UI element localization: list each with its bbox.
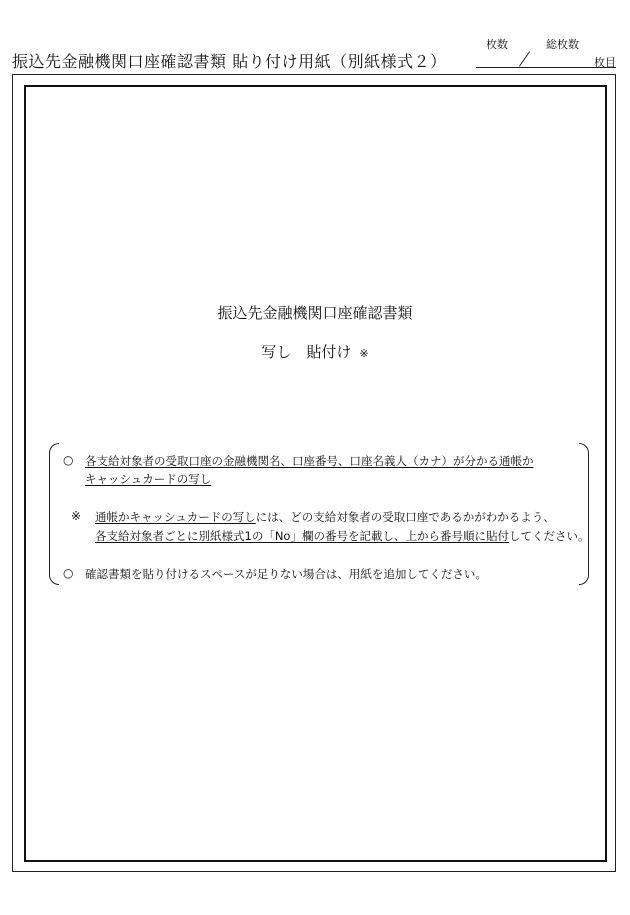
slash-divider bbox=[519, 51, 530, 66]
note-item-3: 確認書類を貼り付けるスペースが足りない場合は、用紙を追加してください。 bbox=[85, 567, 487, 581]
note-item-2-line-2: 各支給対象者ごとに別紙様式1の「No」欄の番号を記載し、上から番号順に貼付してください。 bbox=[95, 529, 590, 543]
sheet-number-label: 枚数 bbox=[486, 38, 508, 51]
paste-area-heading: 振込先金融機関口座確認書類 bbox=[217, 304, 413, 322]
note-mark-icon: ※ bbox=[71, 509, 82, 523]
sheet-count-underline bbox=[476, 67, 616, 68]
bullet-icon: ○ bbox=[63, 566, 74, 580]
paste-area-subheading bbox=[0, 341, 630, 362]
sheet-count-field bbox=[476, 36, 616, 72]
note-item-2-line-1: 通帳かキャッシュカードの写しには、どの支給対象者の受取口座であるかがわかるよう、 bbox=[95, 510, 555, 524]
note-reference-mark: ※ bbox=[359, 347, 369, 360]
right-bracket bbox=[579, 443, 589, 585]
left-bracket bbox=[49, 443, 59, 585]
subheading-text: 写し 貼付け bbox=[261, 343, 352, 361]
document-title: 振込先金融機関口座確認書類 貼り付け用紙（別紙様式２） bbox=[12, 52, 447, 71]
total-sheets-label: 総枚数 bbox=[546, 38, 579, 51]
instructions-box bbox=[49, 443, 589, 585]
note-item-1-line-1: 各支給対象者の受取口座の金融機関名、口座番号、口座名義人（カナ）が分かる通帳か bbox=[85, 454, 534, 468]
note-item-1-line-2: キャッシュカードの写し bbox=[85, 472, 212, 486]
sheet-suffix-label: 枚目 bbox=[594, 56, 616, 69]
bullet-icon: ○ bbox=[63, 453, 74, 467]
